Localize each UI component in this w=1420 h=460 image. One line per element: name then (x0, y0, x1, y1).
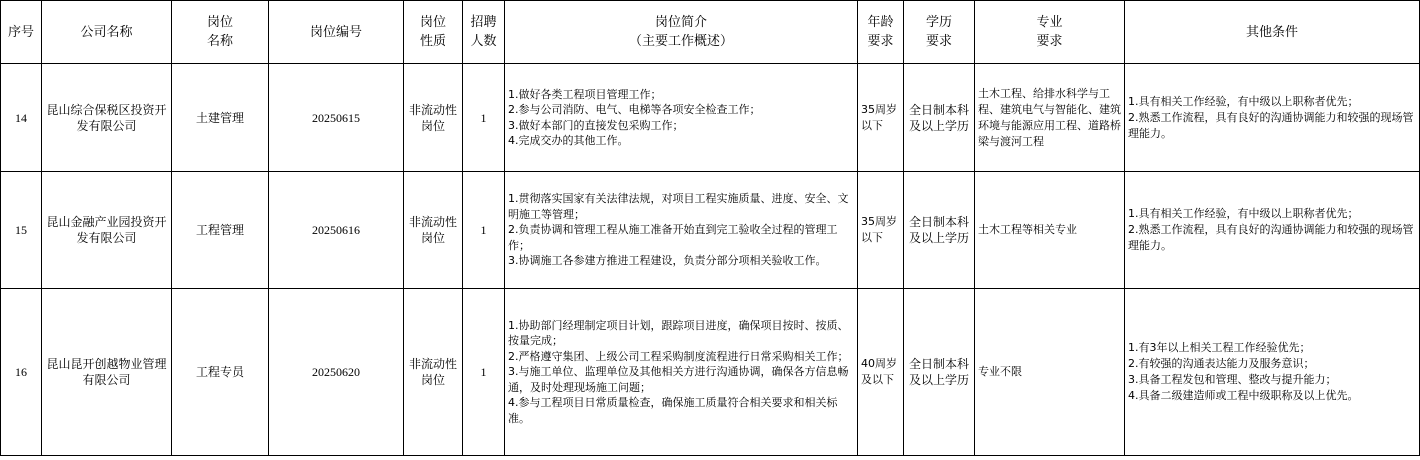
education-cell: 全日制本科及以上学历 (904, 172, 975, 289)
table-row (1, 172, 1420, 289)
duty-item: 3.做好本部门的直接发包采购工作； (508, 118, 684, 132)
post-name-cell: 土建管理 (172, 64, 269, 172)
duty-item: 1.贯彻落实国家有关法律法规，对项目工程实施质量、进度、安全、文明施工等管理； (508, 192, 849, 221)
other-item: 2.熟悉工作流程，具有良好的沟通协调能力和较强的现场管理能力。 (1128, 223, 1414, 252)
header-age-line-2: 要求 (867, 34, 894, 49)
duty-item: 4.参与工程项目日常质量检查，确保施工质量符合相关要求和相关标准。 (508, 396, 838, 425)
header-post-name-line-1: 岗位 (206, 15, 233, 30)
duty-item: 4.完成交办的其他工作。 (508, 134, 629, 147)
post-nature-cell: 非流动性岗位 (404, 172, 463, 289)
header-post-nature-line-2: 性质 (419, 34, 446, 49)
headcount-cell: 1 (463, 172, 505, 289)
duties-cell (505, 64, 858, 172)
seq-cell: 15 (1, 172, 42, 289)
header-headcount-line-1: 招聘 (470, 15, 497, 30)
duty-item: 1.做好各类工程项目管理工作； (508, 87, 662, 101)
duty-item: 2.负责协调和管理工程从施工准备开始直到完工验收全过程的管理工作； (508, 223, 838, 252)
major-cell: 土木工程、给排水科学与工程、建筑电气与智能化、建筑环境与能源应用工程、道路桥梁与渡河工程 (975, 64, 1125, 172)
header-seq: 序号 (1, 1, 42, 64)
table-row (1, 64, 1420, 172)
other-item: 2.熟悉工作流程，具有良好的沟通协调能力和较强的现场管理能力。 (1128, 110, 1414, 140)
header-post-nature-line-1: 岗位 (419, 15, 446, 30)
header-education-line-2: 要求 (925, 34, 952, 49)
post-name-cell: 工程管理 (172, 172, 269, 289)
header-other-line: 其他条件 (1245, 24, 1298, 40)
header-major-line-2: 要求 (1036, 34, 1063, 49)
duties-cell (505, 172, 858, 289)
duties-cell (505, 289, 858, 456)
company-cell: 昆山综合保税区投资开发有限公司 (42, 64, 172, 172)
table-row (1, 289, 1420, 456)
header-post-name-line-2: 名称 (206, 34, 233, 49)
company-cell: 昆山昆开创越物业管理有限公司 (42, 289, 172, 456)
header-major (975, 1, 1125, 64)
header-intro-line-1: 岗位简介 (654, 15, 707, 30)
header-post-code-line: 岗位编号 (309, 24, 362, 40)
other-cell (1125, 64, 1420, 172)
post-code-cell: 20250615 (269, 64, 404, 172)
duty-item: 3.协调施工各参建方推进工程建设，负责分部分项相关验收工作。 (508, 254, 827, 268)
other-cell (1125, 289, 1420, 456)
header-education (904, 1, 975, 64)
duty-item: 2.严格遵守集团、上级公司工程采购制度流程进行日常采购相关工作； (508, 349, 849, 363)
education-cell: 全日制本科及以上学历 (904, 64, 975, 172)
header-headcount (463, 1, 505, 64)
header-other (1125, 1, 1420, 64)
other-item: 3.具备工程发包和管理、整改与提升能力； (1128, 373, 1337, 386)
age-cell: 35周岁以下 (858, 64, 904, 172)
seq-cell: 16 (1, 289, 42, 456)
duty-item: 3.与施工单位、监理单位及其他相关方进行沟通协调，确保各方信息畅通，及时处理现场施工问题； (508, 365, 849, 394)
header-age-line-1: 年龄 (867, 15, 894, 30)
header-post-nature (404, 1, 463, 64)
headcount-cell: 1 (463, 64, 505, 172)
header-post-code (269, 1, 404, 64)
duty-item: 2.参与公司消防、电气、电梯等各项安全检查工作； (508, 103, 761, 116)
age-cell: 40周岁及以下 (858, 289, 904, 456)
header-education-line-1: 学历 (925, 15, 952, 30)
header-company (42, 1, 172, 64)
age-cell: 35周岁以下 (858, 172, 904, 289)
post-nature-cell: 非流动性岗位 (404, 64, 463, 172)
header-row (1, 1, 1420, 64)
header-company-line: 公司名称 (80, 24, 133, 40)
headcount-cell: 1 (463, 289, 505, 456)
other-item: 4.具备二级建造师或工程中级职称及以上优先。 (1128, 389, 1359, 402)
post-nature-cell: 非流动性岗位 (404, 289, 463, 456)
major-cell: 土木工程等相关专业 (975, 172, 1125, 289)
seq-cell: 14 (1, 64, 42, 172)
post-name-cell: 工程专员 (172, 289, 269, 456)
other-item: 2.有较强的沟通表达能力及服务意识； (1128, 357, 1315, 370)
other-item: 1.具有相关工作经验，有中级以上职称者优先； (1128, 207, 1359, 220)
header-post-name (172, 1, 269, 64)
duty-item: 1.协助部门经理制定项目计划，跟踪项目进度，确保项目按时、按质、按量完成； (508, 318, 849, 348)
other-item: 1.具有相关工作经验，有中级以上职称者优先； (1128, 94, 1359, 108)
header-headcount-line-2: 人数 (470, 34, 497, 49)
other-item: 1.有3年以上相关工程工作经验优先； (1128, 341, 1311, 354)
header-intro-line-2: （主要工作概述） (628, 34, 733, 49)
post-code-cell: 20250616 (269, 172, 404, 289)
header-intro (505, 1, 858, 64)
company-cell: 昆山金融产业园投资开发有限公司 (42, 172, 172, 289)
post-code-cell: 20250620 (269, 289, 404, 456)
header-major-line-1: 专业 (1036, 15, 1063, 30)
other-cell (1125, 172, 1420, 289)
header-age (858, 1, 904, 64)
major-cell: 专业不限 (975, 289, 1125, 456)
education-cell: 全日制本科及以上学历 (904, 289, 975, 456)
